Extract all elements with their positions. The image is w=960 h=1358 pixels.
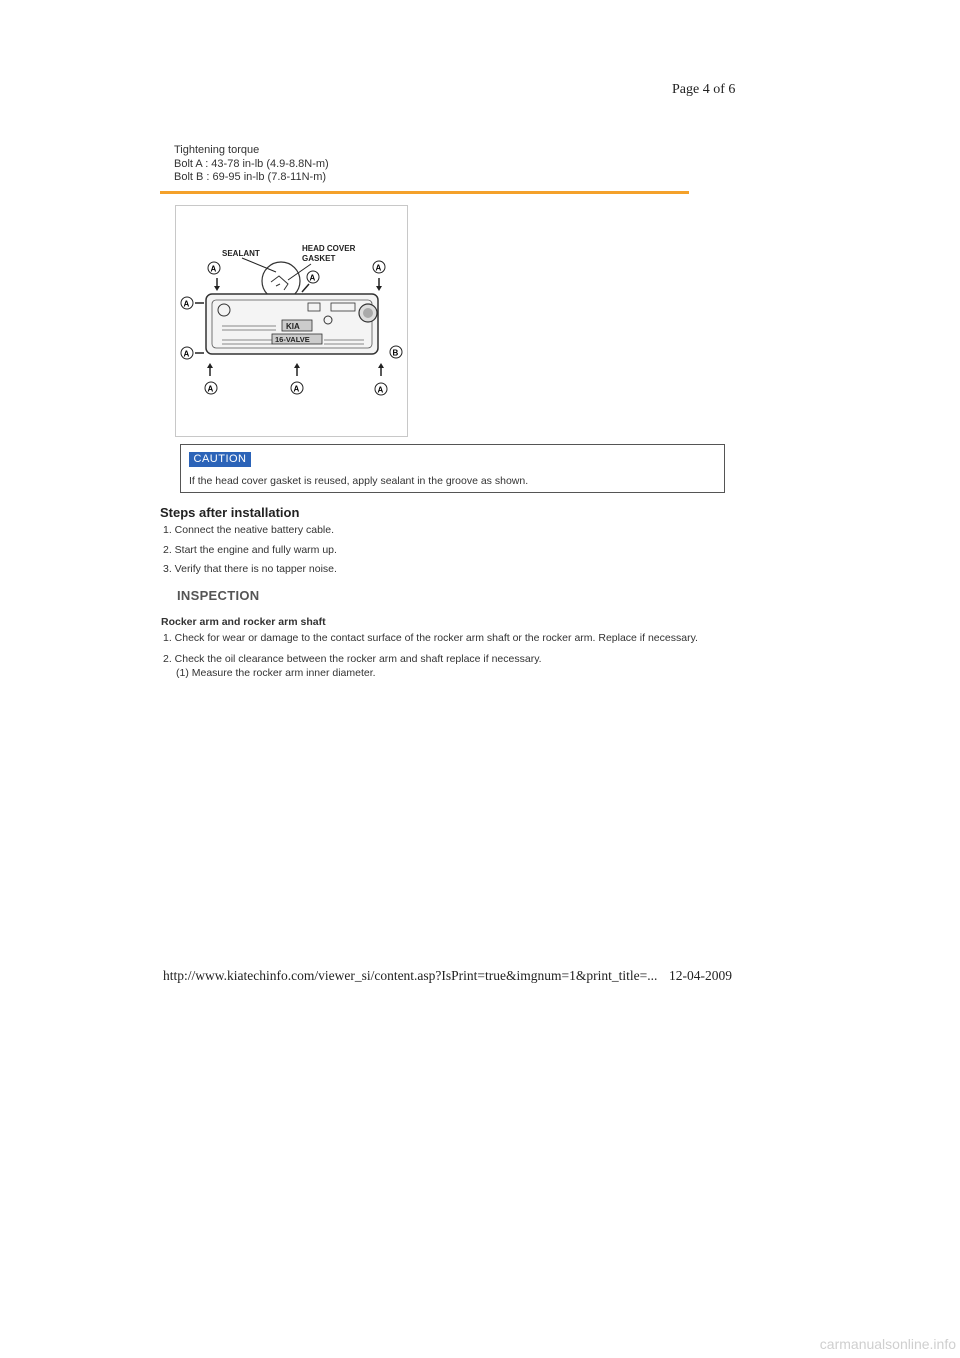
- steps-after-installation-title: Steps after installation: [160, 505, 300, 520]
- head-cover-diagram: [175, 205, 408, 437]
- page-number: Page 4 of 6: [672, 82, 736, 97]
- bolt-a-marker: A: [207, 384, 214, 394]
- footer-url: http://www.kiatechinfo.com/viewer_si/content.asp?IsPrint=true&imgnum=1&print_title=...: [163, 968, 658, 983]
- bolt-a-marker: A: [183, 349, 190, 359]
- steps-item: 2. Start the engine and fully warm up.: [163, 544, 337, 556]
- bolt-a-marker: A: [210, 264, 217, 274]
- caution-badge: CAUTION: [189, 452, 251, 467]
- caution-box: [180, 444, 725, 493]
- cover-brand-text: KIA: [286, 322, 300, 331]
- gasket-label-line1: HEAD COVER: [302, 244, 356, 253]
- rocker-arm-subheading: Rocker arm and rocker arm shaft: [161, 616, 326, 628]
- inspection-item: 1. Check for wear or damage to the contact surface of the rocker arm shaft or the rocker arm. Replace if necessary.: [163, 632, 698, 644]
- bolt-a-marker: A: [375, 263, 382, 273]
- bolt-a-marker: A: [183, 299, 190, 309]
- bolt-a-marker: A: [293, 384, 300, 394]
- torque-bolt-a: Bolt A : 43-78 in-lb (4.9-8.8N-m): [174, 157, 329, 170]
- watermark: carmanualsonline.info: [819, 1336, 956, 1352]
- steps-item: 1. Connect the neative battery cable.: [163, 524, 335, 536]
- inspection-heading: INSPECTION: [177, 588, 260, 603]
- tightening-torque-block: [174, 144, 329, 185]
- bolt-a-marker: A: [377, 385, 384, 395]
- bolt-a-marker: A: [309, 273, 316, 283]
- bolt-b-marker: B: [392, 348, 399, 358]
- torque-title: Tightening torque: [174, 144, 260, 156]
- inspection-item: 2. Check the oil clearance between the rocker arm and shaft replace if necessary.: [163, 653, 542, 665]
- caution-text: If the head cover gasket is reused, apply sealant in the groove as shown.: [189, 475, 529, 487]
- head-cover-illustration: [176, 206, 407, 436]
- sealant-label: SEALANT: [222, 249, 260, 258]
- torque-bolt-b: Bolt B : 69-95 in-lb (7.8-11N-m): [174, 171, 327, 183]
- gasket-label-line2: GASKET: [302, 254, 336, 263]
- footer-date: 12-04-2009: [669, 968, 732, 983]
- steps-item: 3. Verify that there is no tapper noise.: [163, 563, 337, 575]
- section-divider: [160, 191, 689, 194]
- cover-valve-text: 16-VALVE: [275, 335, 310, 344]
- inspection-sub-item: (1) Measure the rocker arm inner diameter.: [176, 667, 376, 679]
